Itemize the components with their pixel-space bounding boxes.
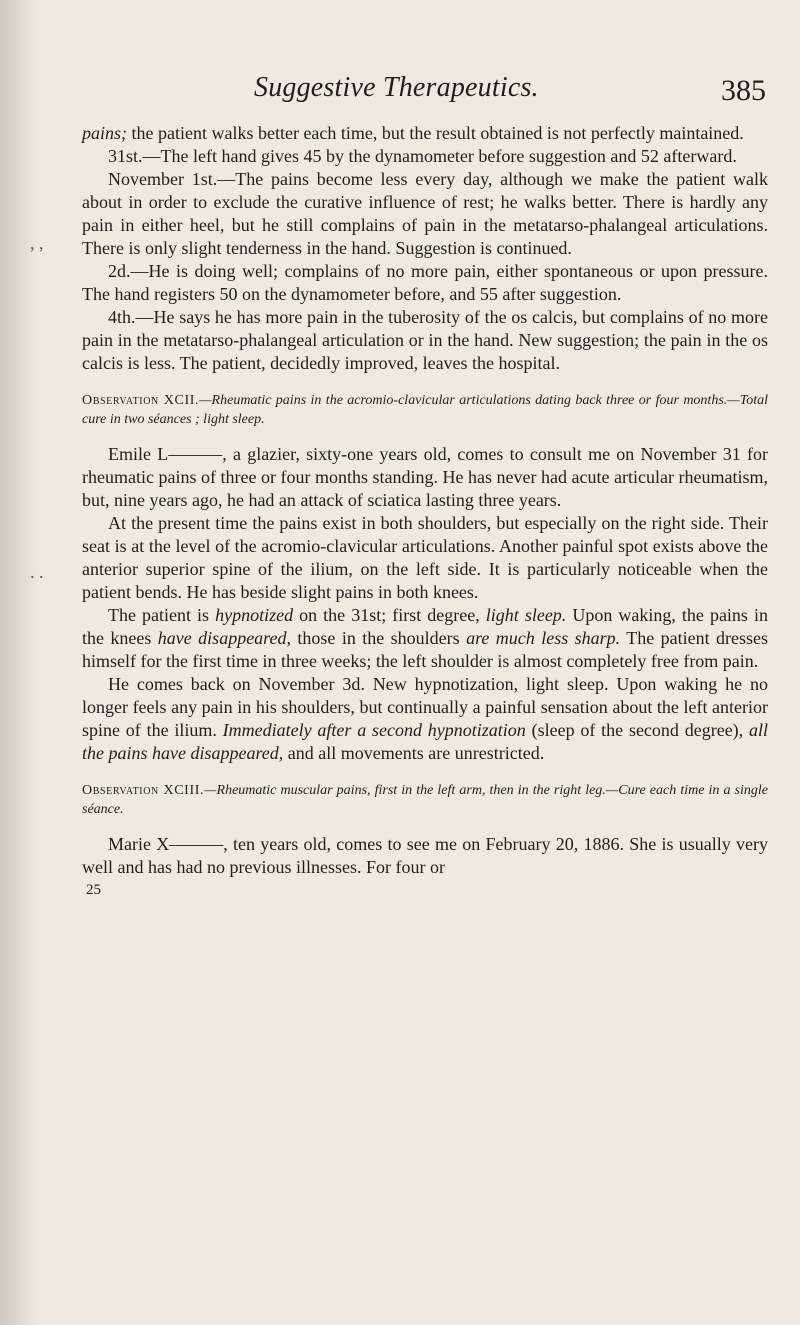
page-edge-shadow [0,0,40,1325]
observation-label: Observation XCIII. [82,783,205,798]
observation-label: Observation XCII. [82,393,200,408]
observation-title: —Rheumatic pains in the acromio-clavicular articulations dating back three or four months.—Total cure in two séances ; light sleep. [82,393,768,427]
margin-mark: , , [30,233,44,253]
paragraph: The patient is hypnotized on the 31st; first degree, light sleep. Upon waking, the pains in the knees have disappeared, those in the shoulders are much less sharp. The patient dresses himself for the first time in three weeks; the left shoulder is almost completely free from pain. [82,605,768,671]
margin-mark: . . [30,562,44,582]
running-head: Suggestive Therapeutics. [254,72,539,103]
page-header [254,72,766,112]
observation-title: —Rheumatic muscular pains, first in the left arm, then in the right leg.—Cure each time in a single séance. [82,783,769,817]
paragraph: 31st.—The left hand gives 45 by the dynamometer before suggestion and 52 afterward. [108,146,737,166]
paragraph: Marie X———, ten years old, comes to see me on February 20, 1886. She is usually very well and has had no previous illnesses. For four or [82,834,768,877]
paragraph: November 1st.—The pains become less every day, although we make the patient walk about in order to exclude the curative influence of rest; he walks better. There is hardly any pain in either heel, but he still complains of pain in the metatarso-phalangeal articulations. There is only slight tenderness in the hand. Suggestion is continued. [82,169,768,258]
paragraph: 2d.—He is doing well; complains of no more pain, either spontaneous or upon pressure. The hand registers 50 on the dynamometer before, and 55 after suggestion. [82,261,768,304]
paragraph: 4th.—He says he has more pain in the tuberosity of the os calcis, but complains of no more pain in the metatarso-phalangeal articulation or in the hand. New suggestion; the pain in the os calcis is less. The patient, decidedly improved, leaves the hospital. [82,307,768,373]
paragraph: At the present time the pains exist in both shoulders, but especially on the right side. Their seat is at the level of the acromio-clavicular articulations. Another painful spot exists above the anterior superior spine of the ilium, on the left side. It is particularly noticeable when the patient bends. He has beside slight pains in both knees. [82,513,768,602]
page-body [82,122,768,899]
page-number: 385 [721,74,766,107]
observation-heading [82,391,768,429]
paragraph: He comes back on November 3d. New hypnotization, light sleep. Upon waking he no longer feels any pain in his shoulders, but continually a painful sensation about the left anterior spine of the ilium. Immediately after a second hypnotization (sleep of the second degree), all the pains have disappeared, and all movements are unrestricted. [82,674,768,763]
paragraph: Emile L———, a glazier, sixty-one years old, comes to consult me on November 31 for rheumatic pains of three or four months standing. He has never had acute articular rheumatism, but, nine years ago, he had an attack of sciatica lasting three years. [82,444,768,510]
observation-heading [82,781,768,819]
paragraph: pains; the patient walks better each time, but the result obtained is not perfectly maintained. [82,123,744,143]
signature-mark: 25 [86,882,101,898]
